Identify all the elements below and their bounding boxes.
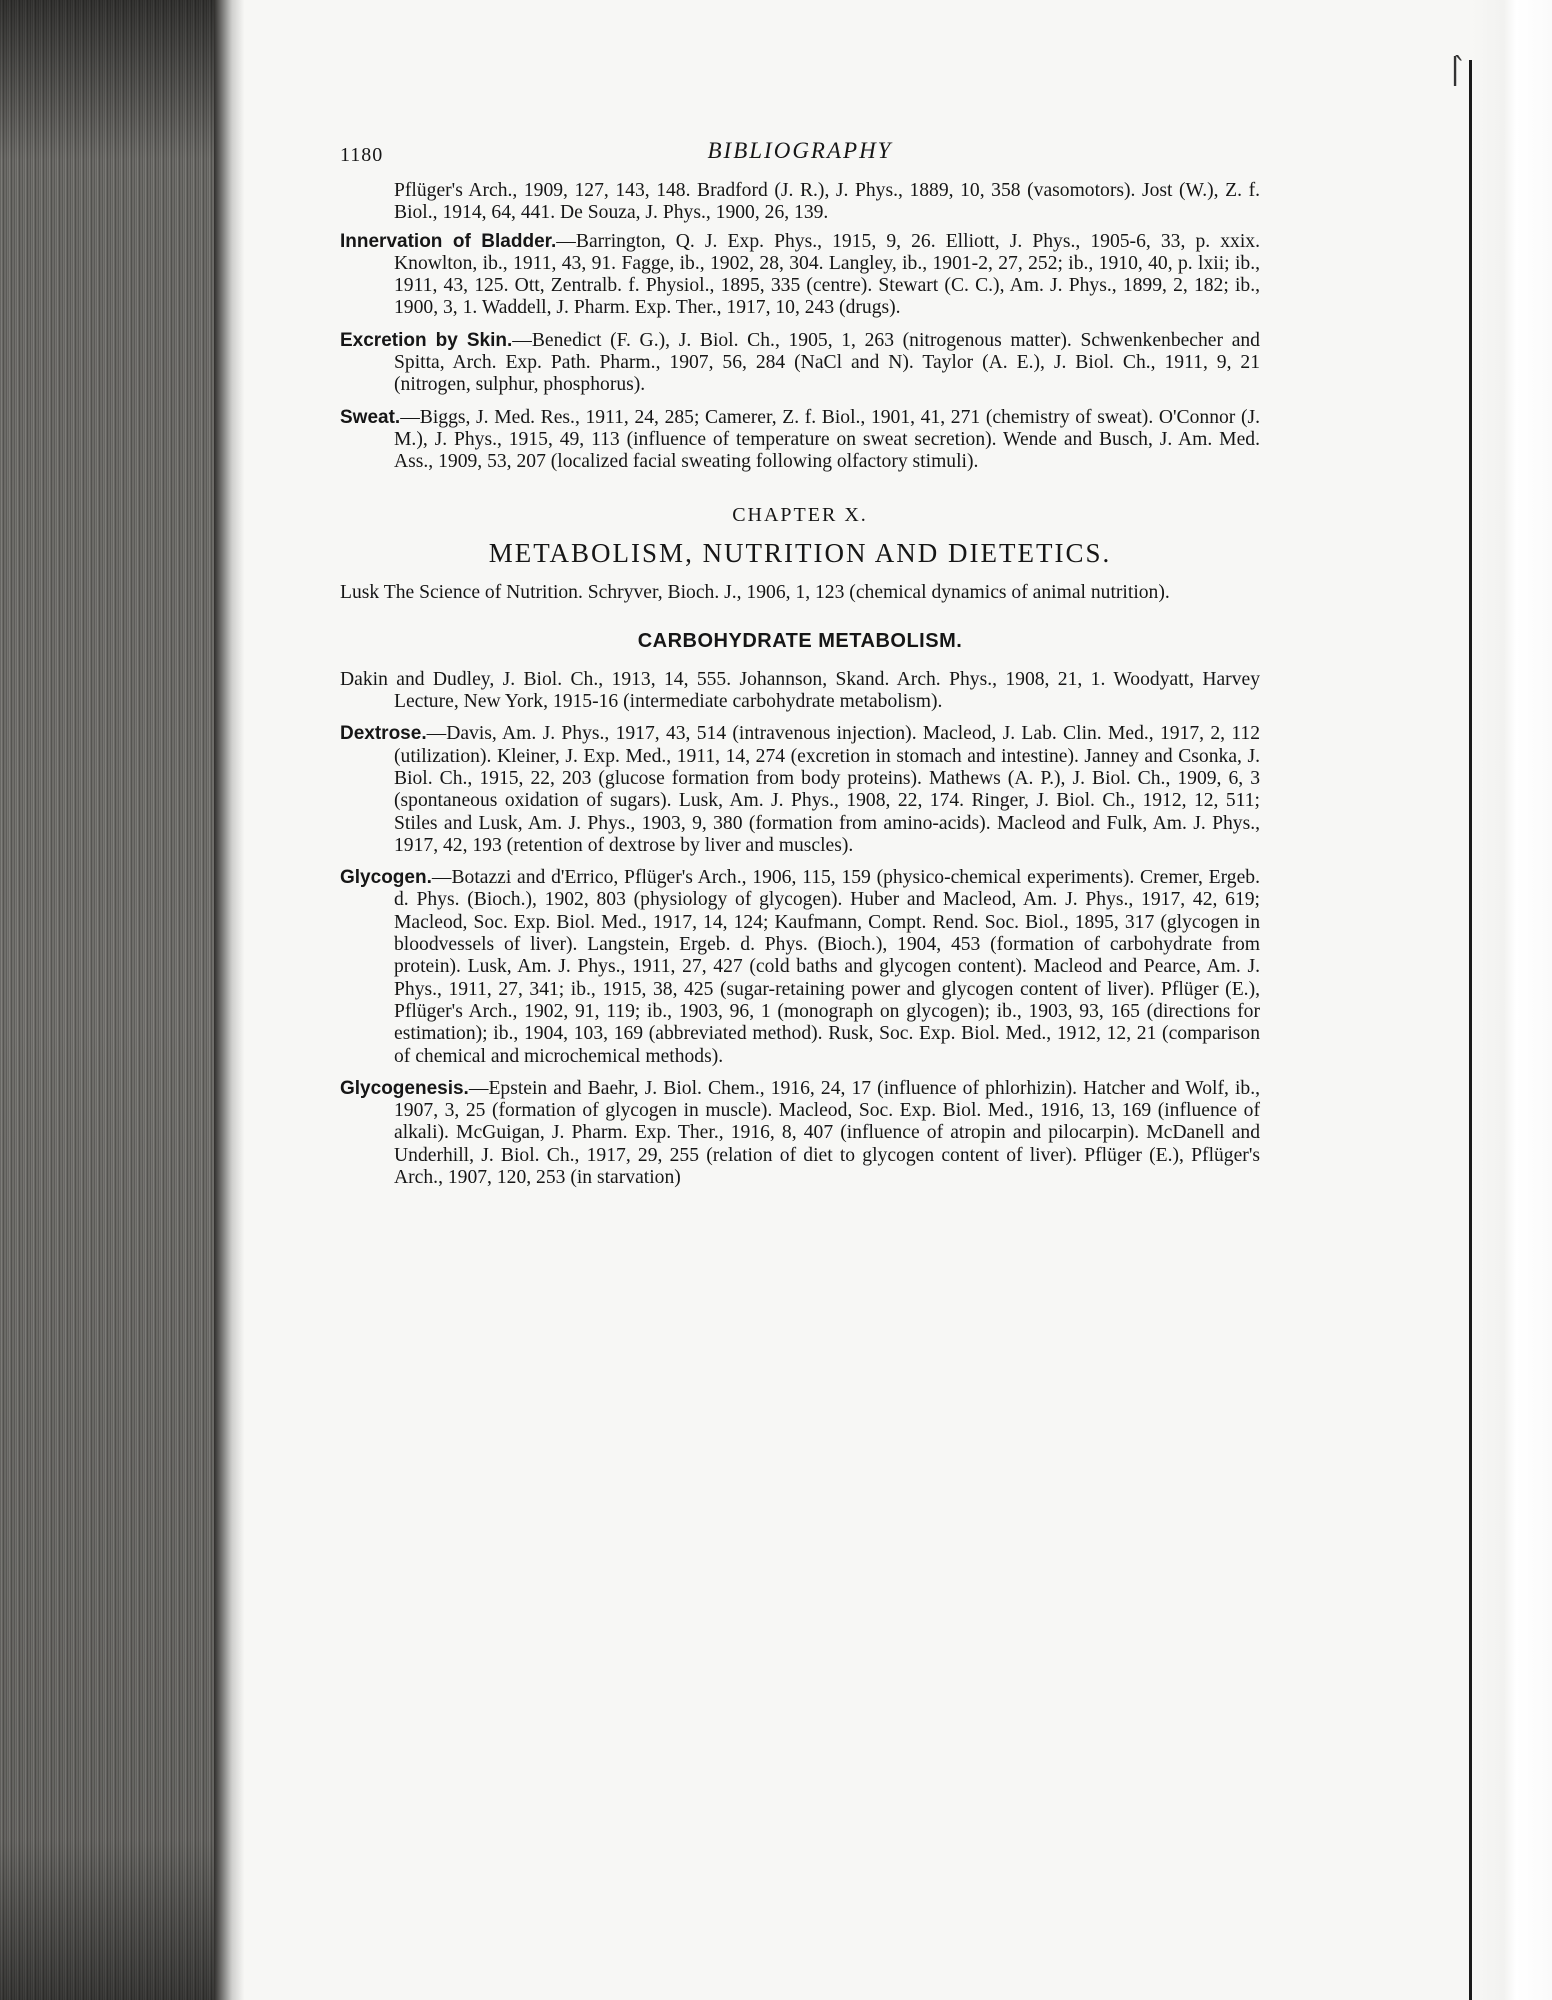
entry-text: —Benedict (F. G.), J. Biol. Ch., 1905, 1, 263 (nitrogenous matter). Schwenkenbecher and Spitta, Arch. Exp. Path. Pharm., 1907, 56, 284 (NaCl and N). Taylor (A. E.), J. Biol. Ch., 1911, 9, 21 (nitrogen, sulphur, phosphorus). <box>394 329 1260 396</box>
entry-heading: Dextrose. <box>340 723 427 745</box>
section-intro: Dakin and Dudley, J. Biol. Ch., 1913, 14, 555. Johannson, Skand. Arch. Phys., 1908, 21, 1. Woodyatt, Harvey Lecture, New York, 1915-16 (intermediate carbohydrate metabolism). <box>340 668 1260 713</box>
bib-entry <box>340 1078 1260 1189</box>
entry-text: —Biggs, J. Med. Res., 1911, 24, 285; Camerer, Z. f. Biol., 1901, 41, 271 (chemistry of sweat). O'Connor (J. M.), J. Phys., 1915, 49, 113 (influence of temperature on sweat secretion). Wende and Busch, J. Am. Med. Ass., 1909, 53, 207 (localized facial sweating following olfactory stimuli). <box>394 406 1260 473</box>
entry-heading: Innervation of Bladder. <box>340 230 557 252</box>
entry-heading: Glycogenesis. <box>340 1077 469 1099</box>
entry-heading: Excretion by Skin. <box>340 329 513 351</box>
chapter-intro: Lusk The Science of Nutrition. Schryver, Bioch. J., 1906, 1, 123 (chemical dynamics of animal nutrition). <box>340 582 1170 604</box>
entry-heading: Sweat. <box>340 406 401 428</box>
margin-mark: | ̀ <box>1450 52 1466 87</box>
chapter-title: METABOLISM, NUTRITION AND DIETETICS. <box>488 537 1112 568</box>
chapter-number: CHAPTER X. <box>732 503 868 526</box>
entry-text: —Botazzi and d'Errico, Pflüger's Arch., 1906, 115, 159 (physico-chemical experiments). Cremer, Ergeb. d. Phys. (Bioch.), 1902, 803 (physiology of glycogen). Huber and Macleod, Am. J. Phys., 1917, 42, 619; Macleod, Soc. Exp. Biol. Med., 1917, 14, 124; Kaufmann, Compt. Rend. Soc. Biol., 1895, 317 (glycogen in bloodvessels of liver). Langstein, Ergeb. d. Phys. (Bioch.), 1904, 453 (formation of carbohydrate from protein). Lusk, Am. J. Phys., 1911, 27, 427 (cold baths and glycogen content). Macleod and Pearce, Am. J. Phys., 1911, 27, 341; ib., 1915, 38, 425 (sugar-retaining power and glycogen content of liver). Pflüger (E.), Pflüger's Arch., 1902, 91, 119; ib., 1903, 96, 1 (monograph on glycogen); ib., 1903, 93, 165 (directions for estimation); ib., 1904, 103, 169 (abbreviated method). Rusk, Soc. Exp. Biol. Med., 1912, 12, 21 (comparison of chemical and microchemical methods). <box>394 867 1260 1067</box>
running-head <box>340 138 1260 180</box>
bibliography-entries-1 <box>340 231 1260 474</box>
entry-heading: Glycogen. <box>340 867 432 889</box>
entry-text: —Epstein and Baehr, J. Biol. Chem., 1916, 24, 17 (influence of phlorhizin). Hatcher and Wolf, ib., 1907, 3, 25 (formation of glycogen in muscle). Macleod, Soc. Exp. Biol. Med., 1916, 13, 169 (influence of alkali). McGuigan, J. Pharm. Exp. Ther., 1916, 8, 407 (influence of atropin and pilocarpin). McDanell and Underhill, J. Biol. Ch., 1917, 29, 255 (relation of diet to glycogen content of liver). Pflüger (E.), Pflüger's Arch., 1907, 120, 253 (in starvation) <box>394 1077 1260 1188</box>
bib-entry <box>340 330 1260 397</box>
section-title: CARBOHYDRATE METABOLISM. <box>637 630 963 653</box>
page-fold-line <box>1469 60 1472 2000</box>
page-gutter <box>214 0 244 2000</box>
page-right-margin <box>1472 0 1552 2000</box>
book-edge-shadow <box>0 0 236 2000</box>
running-title: BIBLIOGRAPHY <box>707 138 893 163</box>
bib-entry <box>340 407 1260 474</box>
entry-text: —Davis, Am. J. Phys., 1917, 43, 514 (intravenous injection). Macleod, J. Lab. Clin. Med., 1917, 2, 112 (utilization). Kleiner, J. Exp. Med., 1911, 14, 274 (excretion in stomach and intestine). Janney and Csonka, J. Biol. Ch., 1915, 22, 203 (glucose formation from body proteins). Mathews (A. P.), J. Biol. Ch., 1909, 6, 3 (spontaneous oxidation of sugars). Lusk, Am. J. Phys., 1908, 22, 174. Ringer, J. Biol. Ch., 1912, 12, 511; Stiles and Lusk, Am. J. Phys., 1903, 9, 380 (formation from amino-acids). Macleod and Fulk, Am. J. Phys., 1917, 42, 193 (retention of dextrose by liver and muscles). <box>394 723 1260 856</box>
continuation-paragraph: Pflüger's Arch., 1909, 127, 143, 148. Bradford (J. R.), J. Phys., 1889, 10, 358 (vasomotors). Jost (W.), Z. f. Biol., 1914, 64, 441. De Souza, J. Phys., 1900, 26, 139. <box>394 180 1260 224</box>
page-number: 1180 <box>340 144 384 166</box>
bib-entry <box>340 723 1260 857</box>
page-text-column <box>340 138 1260 1189</box>
bib-entry <box>340 867 1260 1068</box>
bibliography-entries-2 <box>340 723 1260 1189</box>
entry-text: —Barrington, Q. J. Exp. Phys., 1915, 9, 26. Elliott, J. Phys., 1905-6, 33, p. xxix. Knowlton, ib., 1911, 43, 91. Fagge, ib., 1902, 28, 304. Langley, ib., 1901-2, 27, 252; ib., 1910, 40, p. lxii; ib., 1911, 43, 125. Ott, Zentralb. f. Physiol., 1895, 335 (centre). Stewart (C. C.), Am. J. Phys., 1899, 2, 182; ib., 1900, 3, 1. Waddell, J. Pharm. Exp. Ther., 1917, 10, 243 (drugs). <box>394 230 1260 319</box>
bib-entry <box>340 231 1260 320</box>
